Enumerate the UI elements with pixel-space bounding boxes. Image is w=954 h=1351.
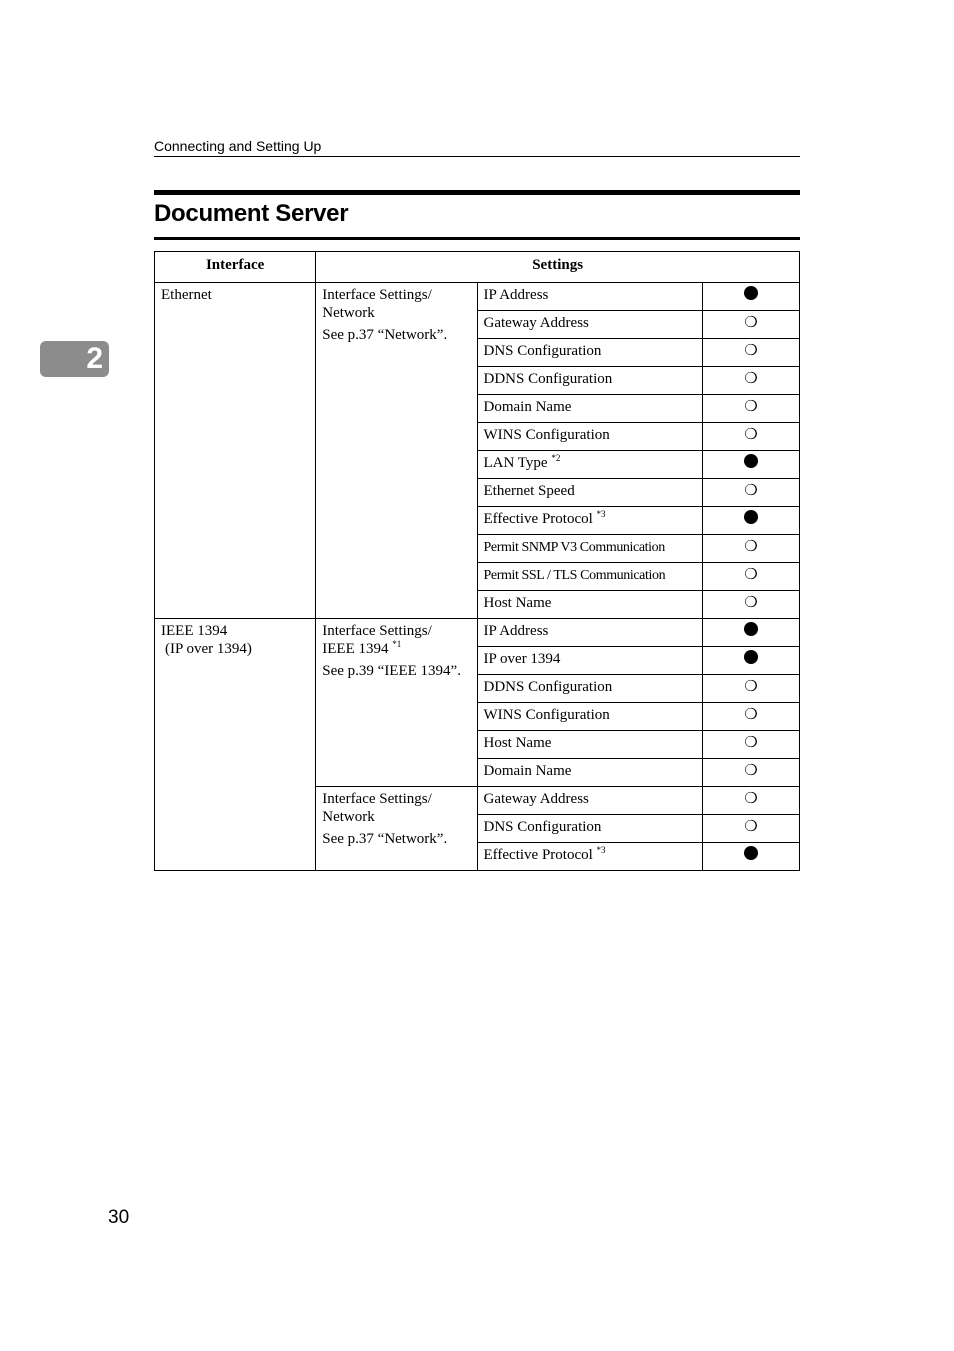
header-settings: Settings [316,252,800,283]
availability-cell [702,619,799,647]
group-reference: See p.37 “Network”. [322,831,448,847]
availability-cell [702,535,799,563]
setting-name-cell [477,731,702,759]
setting-label: Permit SSL / TLS Communication [483,568,666,583]
availability-cell [702,647,799,675]
setting-label: Gateway Address [483,791,589,807]
setting-name-cell [477,563,702,591]
setting-label: Ethernet Speed [483,483,575,499]
setting-name-cell [477,367,702,395]
setting-name-cell [477,339,702,367]
table-row [155,283,800,311]
title-rule [154,237,800,240]
availability-cell [702,423,799,451]
settings-group-cell [316,619,477,787]
group-reference: See p.39 “IEEE 1394”. [322,663,461,679]
group-title-line1: Interface Settings/ [322,791,432,807]
hollow-circle-icon: ❍ [744,819,758,835]
availability-cell [702,339,799,367]
chapter-tab: 2 [40,341,109,377]
setting-label: DNS Configuration [483,819,602,835]
setting-name-cell [477,311,702,339]
running-header: Connecting and Setting Up [154,138,800,157]
availability-cell [702,395,799,423]
group-title-line2: Network [322,305,375,321]
setting-label: WINS Configuration [483,427,610,443]
section-rule [154,190,800,195]
interface-name: Ethernet [161,287,212,303]
availability-cell [702,283,799,311]
setting-label: Domain Name [483,763,572,779]
setting-label: LAN Type [483,455,548,471]
setting-label: DDNS Configuration [483,371,613,387]
footnote-ref: *3 [596,845,606,855]
setting-name-cell [477,815,702,843]
hollow-circle-icon: ❍ [744,427,758,443]
interface-cell [155,283,316,619]
setting-name-cell [477,479,702,507]
availability-cell [702,507,799,535]
setting-label: DDNS Configuration [483,679,613,695]
group-title-line1: Interface Settings/ [322,623,432,639]
setting-label: Domain Name [483,399,572,415]
setting-name-cell [477,535,702,563]
table-body [155,283,800,871]
availability-cell [702,731,799,759]
setting-label: Effective Protocol [483,511,593,527]
hollow-circle-icon: ❍ [744,371,758,387]
availability-cell [702,703,799,731]
setting-name-cell [477,591,702,619]
hollow-circle-icon: ❍ [744,679,758,695]
setting-name-cell [477,787,702,815]
availability-cell [702,311,799,339]
hollow-circle-icon: ❍ [744,763,758,779]
setting-name-cell [477,451,702,479]
setting-name-cell [477,283,702,311]
availability-cell [702,675,799,703]
footnote-ref: *1 [392,639,402,649]
footnote-ref: *2 [551,453,561,463]
setting-label: IP over 1394 [483,651,561,667]
filled-circle-icon [744,454,758,468]
availability-cell [702,367,799,395]
group-reference: See p.37 “Network”. [322,327,448,343]
table-header-row [155,252,800,283]
settings-table [154,251,800,871]
filled-circle-icon [744,510,758,524]
setting-name-cell [477,759,702,787]
availability-cell [702,787,799,815]
availability-cell [702,843,799,871]
setting-name-cell [477,619,702,647]
availability-cell [702,479,799,507]
group-title-line1: Interface Settings/ [322,287,432,303]
setting-name-cell [477,395,702,423]
settings-group-cell [316,787,477,871]
setting-label: Host Name [483,595,552,611]
section-title: Document Server [154,200,349,227]
interface-name: IEEE 1394 [161,623,228,639]
setting-name-cell [477,507,702,535]
setting-label: Gateway Address [483,315,589,331]
setting-name-cell [477,675,702,703]
setting-label: DNS Configuration [483,343,602,359]
setting-name-cell [477,843,702,871]
availability-cell [702,563,799,591]
group-title-line2: Network [322,809,375,825]
hollow-circle-icon: ❍ [744,595,758,611]
setting-name-cell [477,703,702,731]
setting-name-cell [477,647,702,675]
filled-circle-icon [744,286,758,300]
interface-cell [155,619,316,871]
page-number: 30 [108,1207,130,1228]
hollow-circle-icon: ❍ [744,343,758,359]
hollow-circle-icon: ❍ [744,399,758,415]
hollow-circle-icon: ❍ [744,707,758,723]
availability-cell [702,815,799,843]
availability-cell [702,759,799,787]
hollow-circle-icon: ❍ [744,483,758,499]
hollow-circle-icon: ❍ [744,735,758,751]
hollow-circle-icon: ❍ [744,539,758,555]
filled-circle-icon [744,622,758,636]
interface-subname: (IP over 1394) [165,641,252,657]
setting-label: IP Address [483,623,549,639]
filled-circle-icon [744,846,758,860]
setting-name-cell [477,423,702,451]
setting-label: IP Address [483,287,549,303]
settings-group-cell [316,283,477,619]
hollow-circle-icon: ❍ [744,791,758,807]
footnote-ref: *3 [596,509,606,519]
group-title-line2: IEEE 1394 [322,641,389,657]
hollow-circle-icon: ❍ [744,315,758,331]
setting-label: Permit SNMP V3 Communication [483,540,665,555]
availability-cell [702,451,799,479]
availability-cell [702,591,799,619]
table-row [155,619,800,647]
setting-label: Host Name [483,735,552,751]
setting-label: Effective Protocol [483,847,593,863]
hollow-circle-icon: ❍ [744,567,758,583]
setting-label: WINS Configuration [483,707,610,723]
header-interface: Interface [155,252,316,283]
filled-circle-icon [744,650,758,664]
